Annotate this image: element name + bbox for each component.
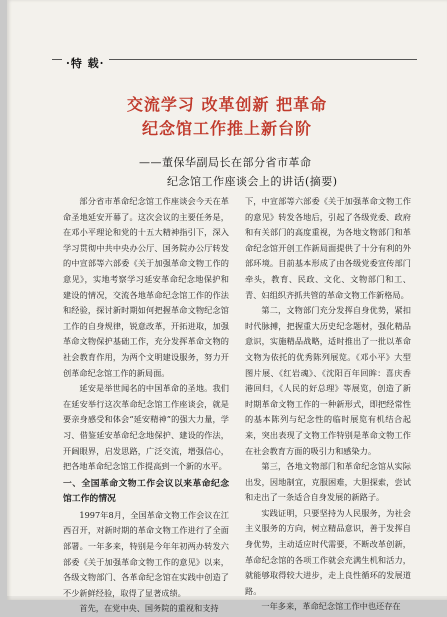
paragraph: 延安是举世闻名的中国革命的圣地。我们在延安举行这次革命纪念馆工作座谈会，就是要亲身感受和体会“延安精神”的强大力量，学习、借鉴延安革命纪念地保护、建设的作法，开阔眼界，启发思路，广泛交流，增强信心，把各地革命纪念馆工作提高到一个新的水平。 <box>63 383 229 472</box>
page-bottom-edge <box>7 596 447 600</box>
section-tag: ·特 载· <box>62 55 109 71</box>
paragraph: 第二，文物部门充分发挥自身优势，紧扣时代脉搏，把握重大历史纪念题材，强化精品意识，实施精品战略，适时推出了一批以革命文物为依托的优秀陈列展览。《邓小平》大型图片展、《红岩魂》、《沈阳百年回眸：喜庆香港回归，《人民的好总理》等展览，创造了新时期革命文物工作的一种新形式，即把经常性的基本陈列与纪念性的临时展览有机结合起来，突出表现了文物工作特别是革命文物工作在社会教育方面的吸引力和感染力。 <box>245 305 411 456</box>
paragraph: 实践证明，只要坚持为人民服务，为社会主义服务的方向，树立精品意识，善于发挥自身优势，主动适应时代需要，不断改革创新，革命纪念馆的各项工作就会充满生机和活力，就能够取得较大进步，走上良性循环的发展道路。 <box>245 507 411 596</box>
paragraph: 下，中宣部等六部委《关于加强革命文物工作的意见》转发各地后，引起了各级党委、政府和有关部门的高度重视，为各地文物部门和革命纪念馆开创工作新局面提供了十分有利的外部环境。目前基本形成了由各级党委宣传部门牵头，教育、民政、文化、文物部门和工、青、妇组织齐抓共管的革命文物工作新格局。 <box>245 196 411 300</box>
article-subtitle-line-1: ——董保华副局长在部分省市革命 <box>139 156 312 169</box>
right-column <box>245 194 411 615</box>
article-title-line-1: 交流学习 改革创新 把革命 <box>126 95 328 114</box>
section-heading: 一、全国革命文物工作会议以来革命纪念馆工作的情况 <box>63 478 229 505</box>
paragraph: 一年多来，革命纪念馆工作中也还存在 <box>261 601 401 612</box>
paragraph: 首先，在党中央、国务院的重视和支持 <box>79 603 219 614</box>
article-title-line-2: 纪念馆工作推上新台阶 <box>141 119 312 138</box>
paragraph: 部分省市革命纪念馆工作座谈会今天在革命圣地延安开幕了。这次会议的主要任务是，在邓小平理论和党的十五大精神指引下，深入学习贯彻中共中央办公厅、国务院办公厅转发的中宣部等六部委《关于加强革命文物工作的意见》，实地考察学习延安革命纪念地保护和建设的情况，交流各地革命纪念馆工作的作法和经验，探讨新时期如何把握革命文物纪念馆工作的自身规律，锐意改革，开拓进取，加强革命文物保护基础工作，充分发挥革命文物的社会教育作用，为两个文明建设服务，努力开创革命纪念馆工作的新局面。 <box>63 196 229 378</box>
left-column <box>63 194 229 617</box>
paragraph: 1997年8月，全国革命文物工作会议在江西召开，对新时期的革命文物工作进行了全面部署。一年多来，特别是今年年初两办转发六部委《关于加强革命文物工作的意见》以来，各级文物部门、各革命纪念馆在实践中创造了不少新鲜经验，取得了显著成绩。 <box>63 509 229 598</box>
document-page <box>7 0 447 614</box>
paragraph: 第三，各地文物部门和革命纪念馆从实际出发，因地制宜，克服困难，大胆探索，尝试和走出了一条适合自身发展的新路子。 <box>245 461 411 503</box>
article-subtitle-line-2: 纪念馆工作座谈会上的讲话(摘要) <box>167 175 338 188</box>
